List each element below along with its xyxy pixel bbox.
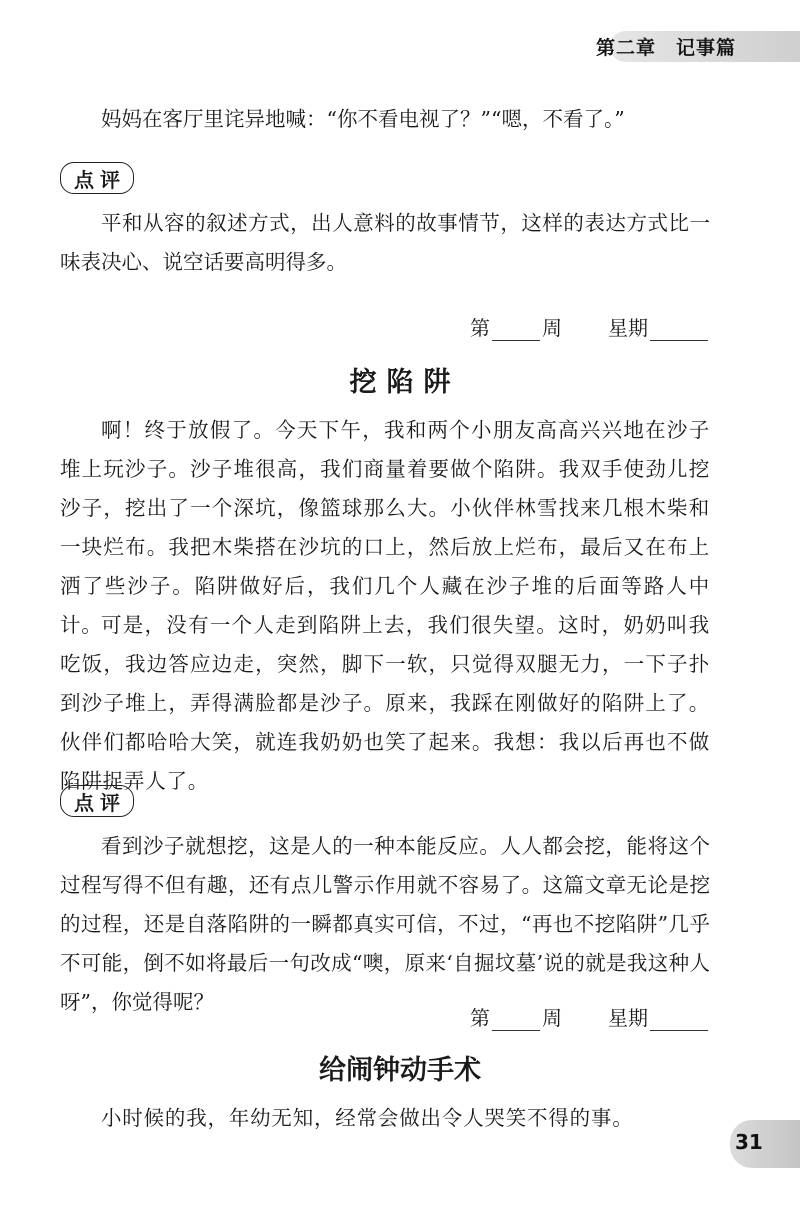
week-label: 周	[542, 1006, 562, 1030]
review-badge-1	[60, 162, 134, 194]
review-paragraph-1: 平和从容的叙述方式，出人意料的故事情节，这样的表达方式比一味表决心、说空话要高明得多。	[60, 211, 710, 274]
top-paragraph: 妈妈在客厅里诧异地喊：“你不看电视了？”“嗯，不看了。”	[101, 107, 625, 131]
week-label: 周	[542, 316, 562, 340]
chapter-header: 第二章 记事篇	[596, 37, 737, 59]
weekday-blank	[650, 1008, 708, 1031]
article-title-2: 给闹钟动手术	[319, 1055, 481, 1086]
article1-paragraph-1: 啊！终于放假了。今天下午，我和两个小朋友高高兴兴地在沙子堆上玩沙子。沙子堆很高，我们商量着要做个陷阱。我双手使劲儿挖沙子，挖出了一个深坑，像篮球那么大。小伙伴林雪找来几根木柴和一块烂布。我把木柴搭在沙坑的口上，然后放上烂布，最后又在布上洒了些沙子。陷阱做好后，我们几个人藏在沙子堆的后面等路人中计。	[60, 418, 710, 637]
week-prefix: 第	[470, 316, 490, 340]
week-prefix: 第	[470, 1006, 490, 1030]
week-blank	[492, 318, 540, 341]
review-badge-label: 点评	[74, 167, 126, 192]
article1-paragraph-2: 可是，没有一个人走到陷阱上去，我们很失望。这时，奶奶叫我吃饭，我边答应边走，突然，脚下一软，只觉得双腿无力，一下子扑到沙子堆上，弄得满脸都是沙子。原来，我踩在刚做好的陷阱上了。伙伴们都哈哈大笑，就连我奶奶也笑了起来。我想：我以后再也不做陷阱捉弄人了。	[60, 613, 710, 793]
review-badge-label: 点评	[74, 790, 126, 815]
review-badge-2	[60, 785, 134, 817]
week-line-1	[470, 312, 710, 341]
week-blank	[492, 1008, 540, 1031]
weekday-blank	[650, 318, 708, 341]
article2-paragraph-1: 小时候的我，年幼无知，经常会做出令人哭笑不得的事。	[101, 1106, 634, 1130]
weekday-label: 星期	[608, 1006, 648, 1030]
weekday-label: 星期	[608, 316, 648, 340]
article-title-1: 挖陷阱	[349, 367, 461, 398]
review-paragraph-2: 看到沙子就想挖，这是人的一种本能反应。人人都会挖，能将这个过程写得不但有趣，还有点儿警示作用就不容易了。这篇文章无论是挖的过程，还是自落陷阱的一瞬都真实可信，不过，“再也不挖陷阱”几乎不可能，倒不如将最后一句改成“噢，原来‘自掘坟墓’说的就是我这种人呀”，你觉得呢？	[60, 834, 710, 1014]
week-line-2	[470, 1002, 710, 1031]
page-number: 31	[735, 1130, 763, 1154]
